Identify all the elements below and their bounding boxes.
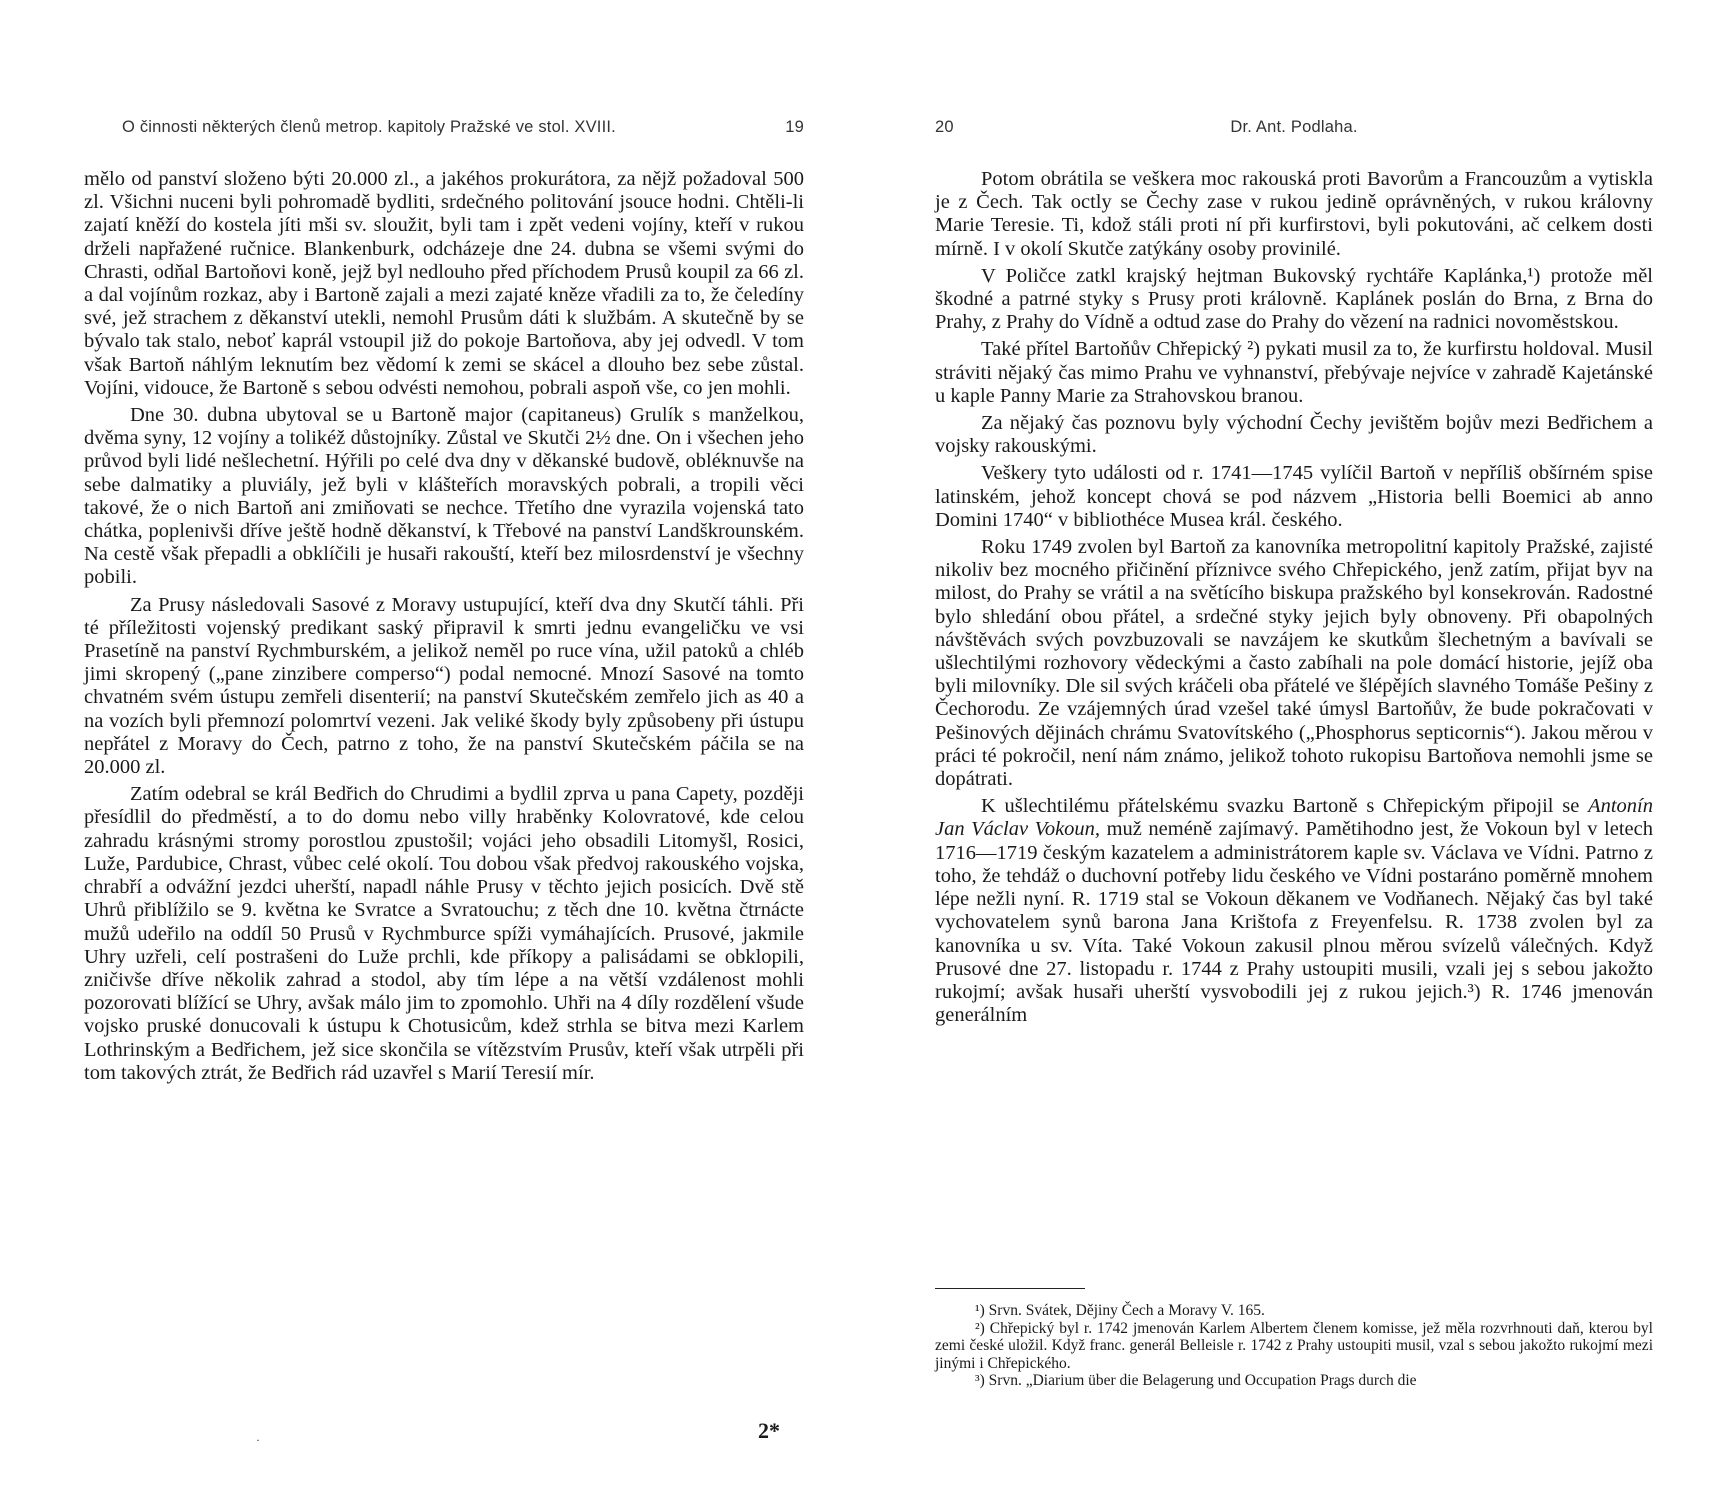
footnotes	[935, 1302, 1653, 1390]
print-speck: ·	[256, 1433, 260, 1447]
paragraph-lead: K ušlechtilému přátelskému svazku Bartoně s Chřepickým připojil se	[981, 795, 1580, 818]
paragraph: Potom obrátila se veškera moc rakouská proti Bavorům a Francouzům a vytiskla je z Čech. Tak octly se Čechy zase v rukou jedině oprávněných, v rukou královny Marie Teresie. Ti, kdož stáli proti ní při kurfirstovi, byli pokutováni, ač celkem dosti mírně. I v okolí Skutče zatýkány osoby provinilé.	[935, 168, 1653, 260]
paragraph: Za Prusy následovali Sasové z Moravy ustupující, kteří dva dny Skutčí táhli. Při té příležitosti vojenský predikant saský připravil k smrti jednu evangeličku ve vsi Prasetíně na panství Rychmburském, a jelikož neměl po ruce vína, užil patoků a chléb jimi skropený („pane zinzibere comperso“) podal nemocné. Mnozí Sasové na tomto chvatném svém ústupu zemřeli disenterií; na panství Skutečském zemřelo jich as 40 a na vozích byli přemnozí polomrtví vezeni. Jak veliké škody byly způsobeny při ústupu nepřátel z Moravy do Čech, patrno z toho, že na panství Skutečském páčila se na 20.000 zl.	[84, 593, 804, 779]
paragraph: V Poličce zatkl krajský hejtman Bukovský rychtáře Kaplánka,¹) protože měl škodné a patrné styky s Prusy proti královně. Kaplánek poslán do Brna, z Brna do Prahy, z Prahy do Vídně a odtud zase do Prahy do vězení na radnici novoměstskou.	[935, 264, 1653, 334]
signature-mark: 2*	[758, 1418, 780, 1443]
paragraph: Veškery tyto události od r. 1741—1745 vylíčil Bartoň v nepříliš obšírném spise latinském, jehož koncept chová se pod názvem „Historia belli Boemici ab anno Domini 1740“ v bibliothéce Musea král. českého.	[935, 462, 1653, 531]
body-text	[84, 168, 804, 1085]
paragraph: Také přítel Bartoňův Chřepický ²) pykati musil za to, že kurfirstu holdoval. Musil stráviti nějaký čas mimo Prahu ve vyhnanství, přebývaje nejvíce v zahradě Kajetánské u kaple Panny Marie za Strahovskou branou.	[935, 338, 1653, 407]
page-number: 20	[935, 118, 954, 136]
footnote: ¹) Srvn. Svátek, Dějiny Čech a Moravy V. 165.	[975, 1302, 1265, 1319]
footnote: ³) Srvn. „Diarium über die Belagerung und Occupation Prags durch die	[975, 1372, 1417, 1389]
paragraph	[935, 795, 1653, 1027]
paragraph: Dne 30. dubna ubytoval se u Bartoně major (capitaneus) Grulík s manželkou, dvěma syny, 12 vojíny a tolikéž důstojníky. Zůstal ve Skutči 2½ dne. On i všechen jeho průvod byli lidé nešlechetní. Hýřili po celé dva dny v děkanské budově, obléknuvše na sebe dalmatiky a pluviály, jež byli v klášteřích moravských pobrali, a tropili věci takové, že o nich Bartoň ani zmiňovati se nechce. Třetího dne vyrazila vojenská tato chátka, poplenivši dříve ještě hodně děkanství, k Třebové na panství Landškrounském. Na cestě však přepadli a obklíčili je husaři rakouští, kteří bez milosrdenství je všechny pobili.	[84, 404, 804, 589]
body-text	[935, 168, 1653, 1027]
paragraph: Roku 1749 zvolen byl Bartoň za kanovníka metropolitní kapitoly Pražské, zajisté nikoliv bez mocného přičinění příznivce svého Chřepického, jenž zatím, přijat byv na milost, do Prahy se vrátil a na světícího biskupa pražského byl konsekrován. Radostné bylo shledání obou přátel, a srdečné styky jejich byly obnoveny. Při obapolných návštěvách svých povzbuzovali se navzájem ke skutkům šlechetným a bavívali se ušlechtilými rozhovory vědeckými a často zabíhali na pole domácí historie, jejíž oba byli milovníky. Dle sil svých kráčeli oba přátelé ve šlépějích slavného Tomáše Pešiny z Čechorodu. Ze vzájemných úrad vzešel také úmysl Bartoňův, že bude pokračovati v Pešinových dějinách chrámu Svatovítského („Phosphorus septicornis“). Jakou měrou v práci té pokročil, není nám známo, jelikož tohoto rukopisu Bartoňova nemohli jsme se dopátrati.	[935, 536, 1653, 791]
page-number: 19	[785, 118, 804, 136]
paragraph: mělo od panství složeno býti 20.000 zl., a jakéhos prokurátora, za nějž požadoval 500 zl. Všichni nuceni byli pohromadě bydliti, srdečného politování jsouce hodni. Chtěli-li zajatí kněží do kostela jíti mši sv. sloužit, byli tam i zpět vedeni vojíny, kteří v rukou drželi napřažené ručnice. Blankenburk, odcházeje dne 24. dubna se všemi svými do Chrasti, odňal Bartoňovi koně, jejž byl nedlouho před příchodem Prusů koupil za 66 zl. a dal vojínům rozkaz, aby i Bartoně zajali a mezi zajaté kněze vřadili za to, že čeledíny své, jež strachem z děkanství utekli, nemohl Prusům dáti k službám. A skutečně by se bývalo tak stalo, neboť kaprál vstoupil již do pokoje Bartoňova, aby jej odvedl. V tom však Bartoň náhlým leknutím bez vědomí k zemi se skácel a dlouho bez sebe zůstal. Vojíni, vidouce, že Bartoně s sebou odvésti nemohou, pobrali aspoň vše, co jen mohli.	[84, 168, 804, 399]
running-head-title: O činnosti některých členů metrop. kapitoly Pražské ve stol. XVIII.	[122, 118, 616, 136]
paragraph: Zatím odebral se král Bedřich do Chrudimi a bydlil zprva u pana Capety, později přesídlil do předměstí, a to do domu nebo villy hraběnky Kolovratové, kde celou zahradu krásnými stromy porostlou zpustošil; vojáci jeho obsadili Litomyšl, Rosici, Luže, Pardubice, Chrast, vůbec celé okolí. Tou dobou však předvoj rakouského vojska, chrabří a odvážní jezdci uherští, napadl náhle Prusy v těchto jejich posicích. Dvě stě Uhrů přiblížilo se 9. května ke Svratce a Svratouchu; z těch dne 10. května čtrnácte mužů udeřilo na oddíl 50 Prusů v Rychmburce spíži vymáhajících. Prusové, jakmile Uhry uzřeli, celí postrašeni do Luže prchli, kde příkopy a palisádami se obklopili, zničivše dříve několik zahrad a stodol, aby tím lépe a na větší vzdálenost mohli pozorovati blížící se Uhry, avšak málo jim to zpomohlo. Uhři na 4 díly rozdělení všude vojsko pruské donucovali k ústupu k Chotusicům, kdež strhla se bitva mezi Karlem Lothrinským a Bedřichem, jež sice skončila se vítězstvím Prusův, kteří však utrpěli při tom takových ztrát, že Bedřich rád uzavřel s Marií Teresií mír.	[84, 783, 804, 1084]
person-name-italic: Antonín Jan Václav Vokoun,	[935, 795, 1653, 841]
footnote-rule	[935, 1288, 1085, 1289]
paragraph-rest: muž neméně zajímavý. Pamětihodno jest, že Vokoun byl v letech 1716—1719 českým kazatelem a administrátorem kaple sv. Václava ve Vídni. Patrno z toho, že tehdáž o duchovní potřeby lidu českého ve Vídni postaráno poměrně mnohem lépe nežli nyní. R. 1719 stal se Vokoun děkanem ve Vodňanech. Nějaký čas byl také vychovatelem synů barona Jana Krištofa z Freyenfelsu. R. 1738 zvolen byl za kanovníka u sv. Víta. Také Vokoun zakusil plnou měrou svízelů válečných. Když Prusové dne 27. listopadu r. 1744 z Prahy ustoupiti musili, vzali jej s sebou jakožto rukojmí; avšak husaři uherští vysvobodili jej z rukou jejich.³) R. 1746 jmenován generálním	[935, 818, 1653, 1027]
running-head-title: Dr. Ant. Podlaha.	[1230, 118, 1358, 136]
paragraph: Za nějaký čas poznovu byly východní Čechy jevištěm bojův mezi Bedřichem a vojsky rakouskými.	[935, 412, 1653, 458]
left-page	[84, 0, 804, 1500]
right-page	[935, 0, 1653, 1500]
footnote: ²) Chřepický byl r. 1742 jmenován Karlem Albertem členem komisse, jež měla rozvrhnouti daň, kterou byl zemi české uložil. Když franc. generál Belleisle r. 1742 z Prahy ustoupiti musil, vzal s sebou jakožto rukojmí mezi jinými i Chřepického.	[935, 1319, 1653, 1372]
